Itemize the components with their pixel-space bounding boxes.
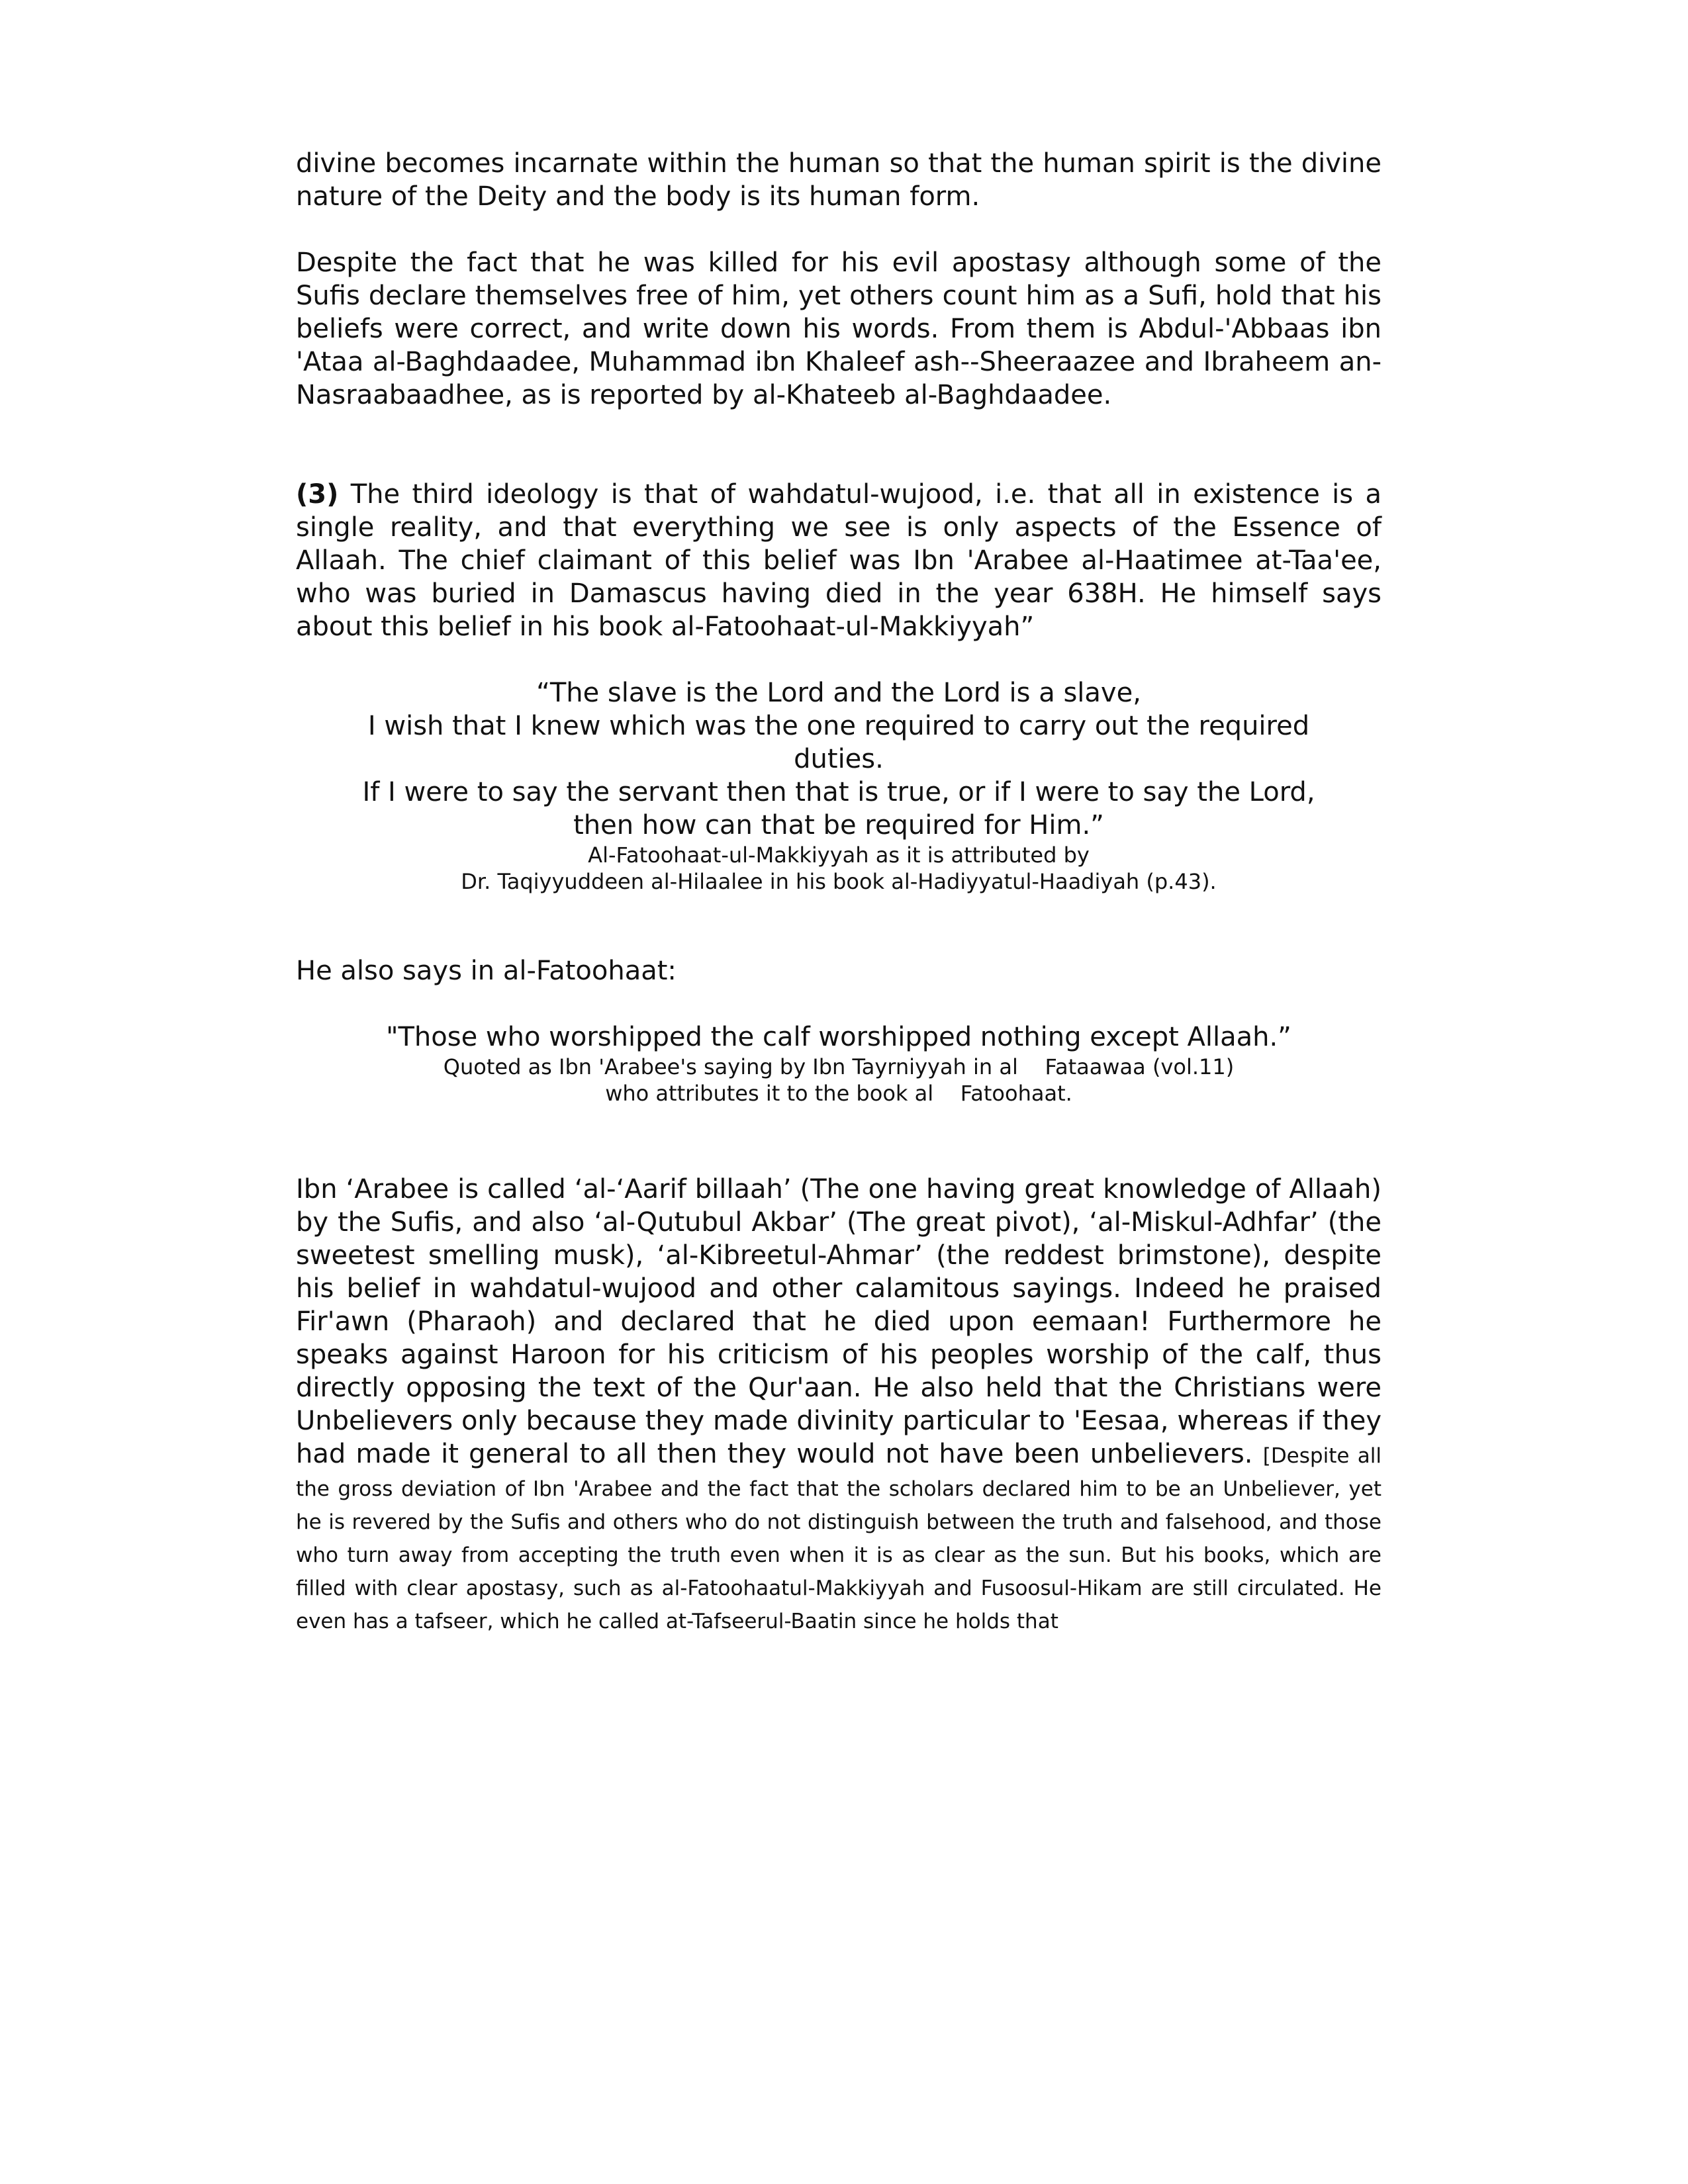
verse-line: I wish that I knew which was the one required to carry out the required xyxy=(367,711,1310,741)
document-page xyxy=(296,147,1382,1636)
verse-line: “The slave is the Lord and the Lord is a slave, xyxy=(536,678,1141,708)
paragraph-wahdatul-wujood xyxy=(296,478,1382,643)
spacer xyxy=(296,412,1382,478)
bracketed-note: [Despite all the gross deviation of Ibn 'Arabee and the fact that the scholars declared him to be an Unbeliever, yet he is revered by the Sufis and others who do not distinguish between the truth and falsehood, and those who turn away from accepting the truth even when it is as clear as the sun. But his books, which are filled with clear apostasy, such as al-Fatoohaatul-Makkiyyah and Fusoosul-Hikam are still circulated. He even has a tafseer, which he called at-Tafseerul-Baatin since he holds that xyxy=(296,1444,1382,1633)
spacer xyxy=(296,213,1382,246)
paragraph-ibn-arabee-titles xyxy=(296,1173,1382,1636)
verse-line: then how can that be required for Him.” xyxy=(573,810,1104,841)
spacer xyxy=(296,895,1382,954)
paragraph-sufis-apostasy: Despite the fact that he was killed for his evil apostasy although some of the Sufis declare themselves free of him, yet others count him as a Sufi, hold that his beliefs were correct, and write down his words. From them is Abdul-'Abbaas ibn 'Ataa al-Baghdaadee, Muhammad ibn Khaleef ash--Sheeraazee and Ibraheem an-Nasraabaadhee, as is reported by al-Khateeb al-Baghdaadee. xyxy=(296,248,1382,410)
verse-line: If I were to say the servant then that is true, or if I were to say the Lord, xyxy=(362,777,1315,807)
verse-line: duties. xyxy=(794,744,884,774)
spacer xyxy=(296,643,1382,676)
quote-line: "Those who worshipped the calf worshipped nothing except Allaah.” xyxy=(386,1022,1291,1052)
paragraph-wahdatul-wujood-text: The third ideology is that of wahdatul-wujood, i.e. that all in existence is a single reality, and that everything we see is only aspects of the Essence of Allaah. The chief claimant of this belief was Ibn 'Arabee al-Haatimee at-Taa'ee, who was buried in Damascus having died in the year 638H. He himself says about this belief in his book al-Fatoohaat-ul-Makkiyyah” xyxy=(296,479,1382,642)
calf-quote xyxy=(296,1021,1382,1107)
quote-citation: who attributes it to the book al Fatoohaat. xyxy=(605,1081,1072,1106)
paragraph-incarnation: divine becomes incarnate within the human so that the human spirit is the divine nature of the Deity and the body is its human form. xyxy=(296,148,1382,212)
verse-citation: Dr. Taqiyyuddeen al-Hilaalee in his book al-Hadiyyatul-Haadiyah (p.43). xyxy=(461,869,1217,894)
spacer xyxy=(296,1107,1382,1173)
quote-citation: Quoted as Ibn 'Arabee's saying by Ibn Tayrniyyah in al Fataawaa (vol.11) xyxy=(443,1054,1235,1079)
paragraph-ibn-arabee-text: Ibn ‘Arabee is called ‘al-‘Aarif billaah’ (The one having great knowledge of Allaah) by the Sufis, and also ‘al-Qutubul Akbar’ (The great pivot), ‘al-Miskul-Adhfar’ (the sweetest smelling musk), ‘al-Kibreetul-Ahmar’ (the reddest brimstone), despite his belief in wahdatul-wujood and other calamitous sayings. Indeed he praised Fir'awn (Pharaoh) and declared that he died upon eemaan! Furthermore he speaks against Haroon for his criticism of his peoples worship of the calf, thus directly opposing the text of the Qur'aan. He also held that the Christians were Unbelievers only because they made divinity particular to 'Eesaa, whereas if they had made it general to all then they would not have been unbelievers. xyxy=(296,1174,1382,1469)
verse-quote xyxy=(296,676,1382,895)
paragraph-also-says: He also says in al-Fatoohaat: xyxy=(296,956,677,986)
section-number: (3) xyxy=(296,479,339,510)
spacer xyxy=(296,987,1382,1021)
verse-citation: Al-Fatoohaat-ul-Makkiyyah as it is attributed by xyxy=(588,842,1090,868)
